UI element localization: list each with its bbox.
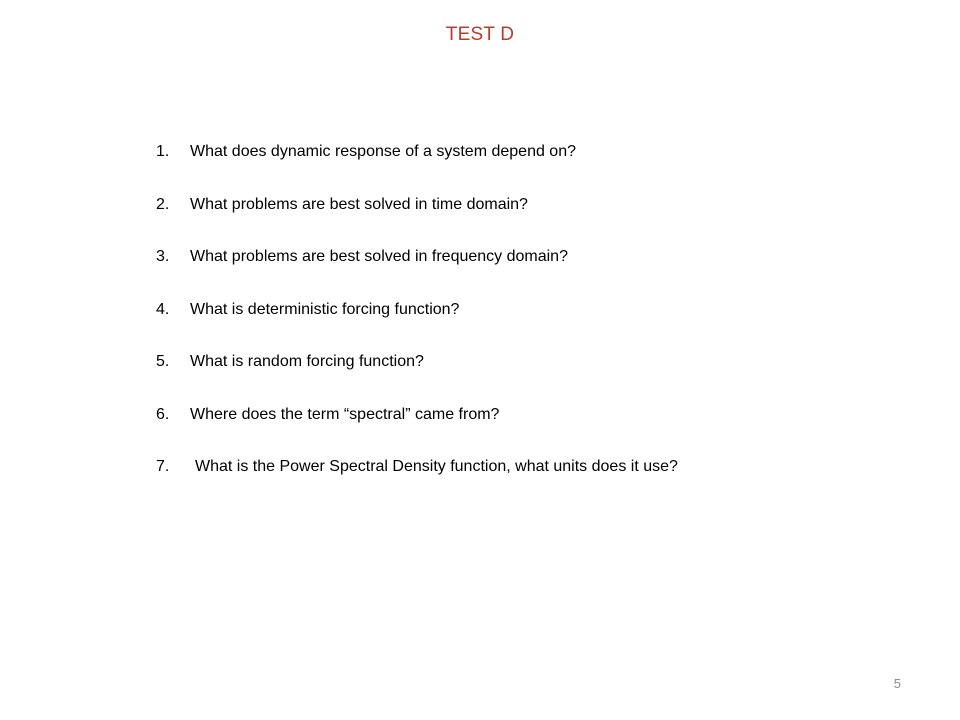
question-number: 4. bbox=[156, 300, 170, 318]
question-text: What does dynamic response of a system depend on? bbox=[190, 143, 576, 160]
list-item bbox=[156, 192, 678, 218]
question-number: 1. bbox=[156, 143, 170, 160]
page-number: 5 bbox=[893, 676, 901, 691]
slide-title: TEST D bbox=[445, 24, 515, 45]
question-list bbox=[156, 139, 678, 507]
question-number: 7. bbox=[156, 458, 170, 475]
question-number: 3. bbox=[156, 248, 170, 265]
list-item bbox=[156, 244, 678, 270]
list-item bbox=[156, 402, 678, 428]
question-text: What problems are best solved in frequency domain? bbox=[190, 248, 568, 265]
question-text: What is deterministic forcing function? bbox=[190, 300, 460, 318]
question-number: 5. bbox=[156, 353, 170, 370]
question-number: 6. bbox=[156, 405, 170, 423]
list-item bbox=[156, 297, 678, 323]
question-text: What is random forcing function? bbox=[190, 353, 424, 370]
question-text: What problems are best solved in time domain? bbox=[190, 195, 528, 213]
question-text: Where does the term “spectral” came from? bbox=[190, 405, 500, 423]
question-number: 2. bbox=[156, 195, 170, 213]
list-item bbox=[156, 349, 678, 375]
list-item bbox=[156, 454, 678, 480]
list-item bbox=[156, 139, 678, 165]
question-text: What is the Power Spectral Density function, what units does it use? bbox=[195, 458, 678, 475]
